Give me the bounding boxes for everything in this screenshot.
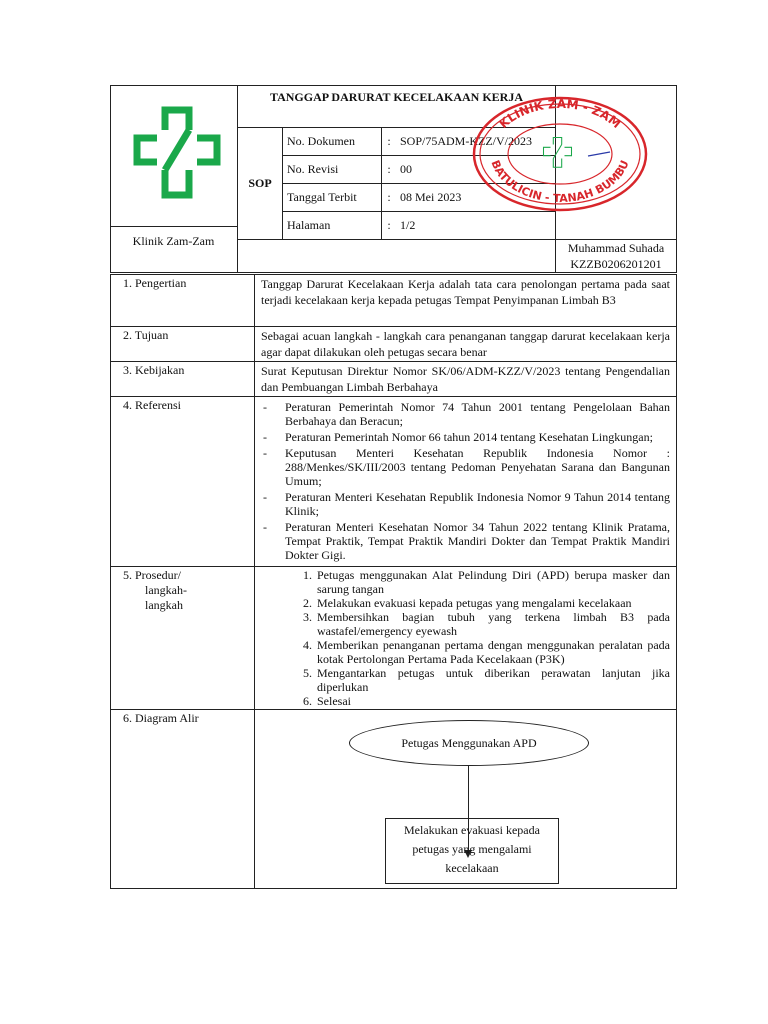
section-text-kebijakan: Surat Keputusan Direktur Nomor SK/06/ADM-KZZ/V/2023 tentang Pengendalian dan Pembuangan Limbah Berbahaya bbox=[255, 362, 677, 397]
header-blank-cell bbox=[238, 240, 556, 273]
signer-cell bbox=[556, 240, 677, 273]
referensi-item: - Peraturan Menteri Kesehatan Nomor 34 Tahun 2022 tentang Klinik Pratama, Tempat Praktik, Tempat Praktik Mandiri Dokter dan Tempat Praktik Mandiri Dokter Gigi. bbox=[261, 520, 670, 562]
meta-value-dokumen: SOP/75ADM-KZZ/V/2023 bbox=[396, 128, 556, 156]
section-list-prosedur bbox=[255, 567, 677, 710]
section-label-kebijakan: 3. Kebijakan bbox=[111, 362, 255, 397]
flow-start-oval: Petugas Menggunakan APD bbox=[349, 720, 589, 766]
signer-id: KZZB0206201201 bbox=[570, 257, 662, 271]
sop-content-table bbox=[110, 274, 677, 889]
referensi-item: - Peraturan Menteri Kesehatan Republik Indonesia Nomor 9 Tahun 2014 tentang Klinik; bbox=[261, 490, 670, 518]
section-label-referensi: 4. Referensi bbox=[111, 397, 255, 567]
stamp-top-text: KLINIK ZAM - ZAM bbox=[496, 96, 624, 132]
prosedur-step: 5. Mengantarkan petugas untuk diberikan perawatan lanjutan jika diperlukan bbox=[315, 666, 670, 694]
section-list-referensi bbox=[255, 397, 677, 567]
section-label-tujuan: 2. Tujuan bbox=[111, 327, 255, 362]
clinic-name: Klinik Zam-Zam bbox=[132, 234, 215, 248]
document-title: TANGGAP DARURAT KECELAKAAN KERJA bbox=[238, 86, 556, 128]
meta-label-revisi: No. Revisi bbox=[283, 156, 382, 184]
meta-value-tanggal: 08 Mei 2023 bbox=[396, 184, 556, 212]
meta-label-tanggal: Tanggal Terbit bbox=[283, 184, 382, 212]
prosedur-step: 1. Petugas menggunakan Alat Pelindung Diri (APD) berupa masker dan sarung tangan bbox=[315, 568, 670, 596]
section-text-pengertian: Tanggap Darurat Kecelakaan Kerja adalah tata cara penolongan pertama pada saat terjadi kecelakaan kerja kepada petugas Tempat Penyimpanan Limbah B3 bbox=[255, 275, 677, 327]
signer-name: Muhammad Suhada bbox=[567, 241, 665, 255]
meta-label-halaman: Halaman bbox=[283, 212, 382, 240]
sop-label: SOP bbox=[238, 128, 283, 240]
medical-cross-logo-icon bbox=[127, 100, 227, 210]
referensi-item: - Keputusan Menteri Kesehatan Republik Indonesia Nomor : 288/Menkes/SK/III/2003 tentang Pedoman Penyehatan Sarana dan Bangunan Umum; bbox=[261, 446, 670, 488]
flow-diagram bbox=[255, 710, 676, 888]
section-label-diagram: 6. Diagram Alir bbox=[111, 710, 255, 889]
flow-diagram-cell bbox=[255, 710, 677, 889]
approval-cell bbox=[556, 86, 677, 240]
referensi-item: - Peraturan Pemerintah Nomor 74 Tahun 2001 tentang Pengelolaan Bahan Berbahaya dan Beracun; bbox=[261, 400, 670, 428]
clinic-divider bbox=[110, 226, 237, 227]
prosedur-step: 4. Memberikan penanganan pertama dengan menggunakan peralatan pada kotak Pertolongan Pertama Pada Kecelakaan (P3K) bbox=[315, 638, 670, 666]
referensi-item: - Peraturan Pemerintah Nomor 66 tahun 2014 tentang Kesehatan Lingkungan; bbox=[261, 430, 670, 444]
meta-value-revisi: 00 bbox=[396, 156, 556, 184]
prosedur-step: 3. Membersihkan bagian tubuh yang terkena limbah B3 pada wastafel/emergency eyewash bbox=[315, 610, 670, 638]
meta-value-halaman: 1/2 bbox=[396, 212, 556, 240]
prosedur-step: 6. Selesai bbox=[315, 694, 670, 708]
meta-label-dokumen: No. Dokumen bbox=[283, 128, 382, 156]
stamp-bottom-text: BATULICIN - TANAH BUMBU bbox=[488, 158, 632, 206]
flow-process-box: Melakukan evakuasi kepada petugas yang mengalami kecelakaan bbox=[385, 818, 559, 884]
section-text-tujuan: Sebagai acuan langkah - langkah cara penanganan tanggap darurat kecelakaan kerja agar dapat dilakukan oleh petugas secara benar bbox=[255, 327, 677, 362]
section-label-pengertian: 1. Pengertian bbox=[111, 275, 255, 327]
sop-header-table: TANGGAP DARURAT KECELAKAAN KERJA SOP No. Dokumen : SOP/75ADM-KZZ/V/2023 No. Revisi : 00 Tanggal Terbit : 08 Mei 2023 Halaman : 1/2 Muhammad Suhada KZZB0206201201 bbox=[110, 85, 677, 273]
prosedur-step: 2. Melakukan evakuasi kepada petugas yang mengalami kecelakaan bbox=[315, 596, 670, 610]
section-label-prosedur: 5. Prosedur/ langkah- langkah bbox=[111, 567, 255, 710]
